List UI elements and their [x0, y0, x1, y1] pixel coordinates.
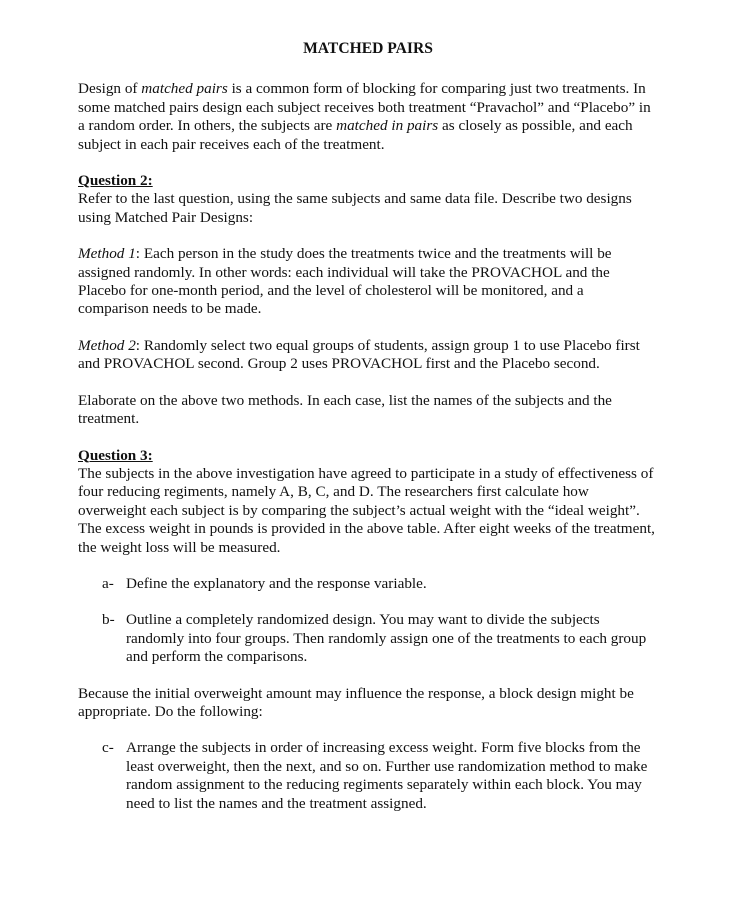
- list-text-b: Outline a completely randomized design. You may want to divide the subjects randomly into four groups. Then randomly assign one of the treatments to each group and perform the comparisons.: [126, 611, 647, 666]
- question-3-text: The subjects in the above investigation have agreed to participate in a study of effectiveness of four reducing regiments, namely A, B, C, and D. The researchers first calculate how overweight each subject is by comparing the subject’s actual weight with the “ideal weight”. The excess weight in pounds is provided in the above table. After eight weeks of the treatment, the weight loss will be measured.: [78, 464, 655, 556]
- method-1-text: : Each person in the study does the treatments twice and the treatments will be assigned randomly. In other words: each individual will take the PROVACHOL and the Placebo for one-month period, and the level of cholesterol will be monitored, and a comparison needs to be made.: [78, 245, 612, 318]
- method-2-label: Method 2: [78, 336, 136, 354]
- list-item-a: [102, 575, 658, 593]
- method-2-paragraph: [78, 337, 658, 374]
- question-3-list-ab: [78, 575, 658, 667]
- method-2-text: : Randomly select two equal groups of students, assign group 1 to use Placebo first and PROVACHOL second. Group 2 uses PROVACHOL first and the Placebo second.: [78, 336, 640, 373]
- question-2-text: Refer to the last question, using the same subjects and same data file. Describe two designs using Matched Pair Designs:: [78, 190, 632, 226]
- intro-text-3: as closely as possible, and each subject in each pair receives each of the treatment.: [78, 117, 633, 153]
- intro-text-1: Design of: [78, 80, 142, 98]
- question-3-list-c: [78, 739, 658, 813]
- question-3-heading: Question 3:: [78, 446, 153, 464]
- elaborate-paragraph: Elaborate on the above two methods. In each case, list the names of the subjects and the treatment.: [78, 391, 612, 428]
- list-text-a: Define the explanatory and the response variable.: [126, 574, 427, 592]
- intro-text-2: is a common form of blocking for comparing just two treatments. In some matched pairs design each subject receives both treatment “Pravachol” and “Placebo” in a random order. In others, the subjects are: [78, 80, 651, 135]
- intro-italic-matched-in-pairs: matched in pairs: [336, 117, 439, 135]
- method-1-label: Method 1: [78, 245, 136, 263]
- list-text-c: Arrange the subjects in order of increasing excess weight. Form five blocks from the least overweight, then the next, and so on. Further use randomization method to make random assignment to the reducing regiments separately within each block. You may need to list the names and the treatment assigned.: [126, 739, 648, 812]
- page-title: MATCHED PAIRS: [303, 40, 433, 57]
- intro-paragraph: [78, 80, 658, 154]
- document-page: [78, 40, 658, 831]
- list-marker-b: b-: [102, 611, 115, 629]
- question-3-section: [78, 447, 658, 557]
- question-2-section: [78, 172, 658, 227]
- intro-italic-matched-pairs: matched pairs: [141, 80, 228, 98]
- list-marker-c: c-: [102, 739, 114, 757]
- list-item-b: [102, 611, 658, 666]
- block-design-paragraph: Because the initial overweight amount may influence the response, a block design might be appropriate. Do the following:: [78, 684, 634, 720]
- method-1-paragraph: [78, 245, 658, 319]
- question-2-heading: Question 2:: [78, 172, 153, 190]
- list-marker-a: a-: [102, 574, 114, 592]
- list-item-c: [102, 739, 658, 813]
